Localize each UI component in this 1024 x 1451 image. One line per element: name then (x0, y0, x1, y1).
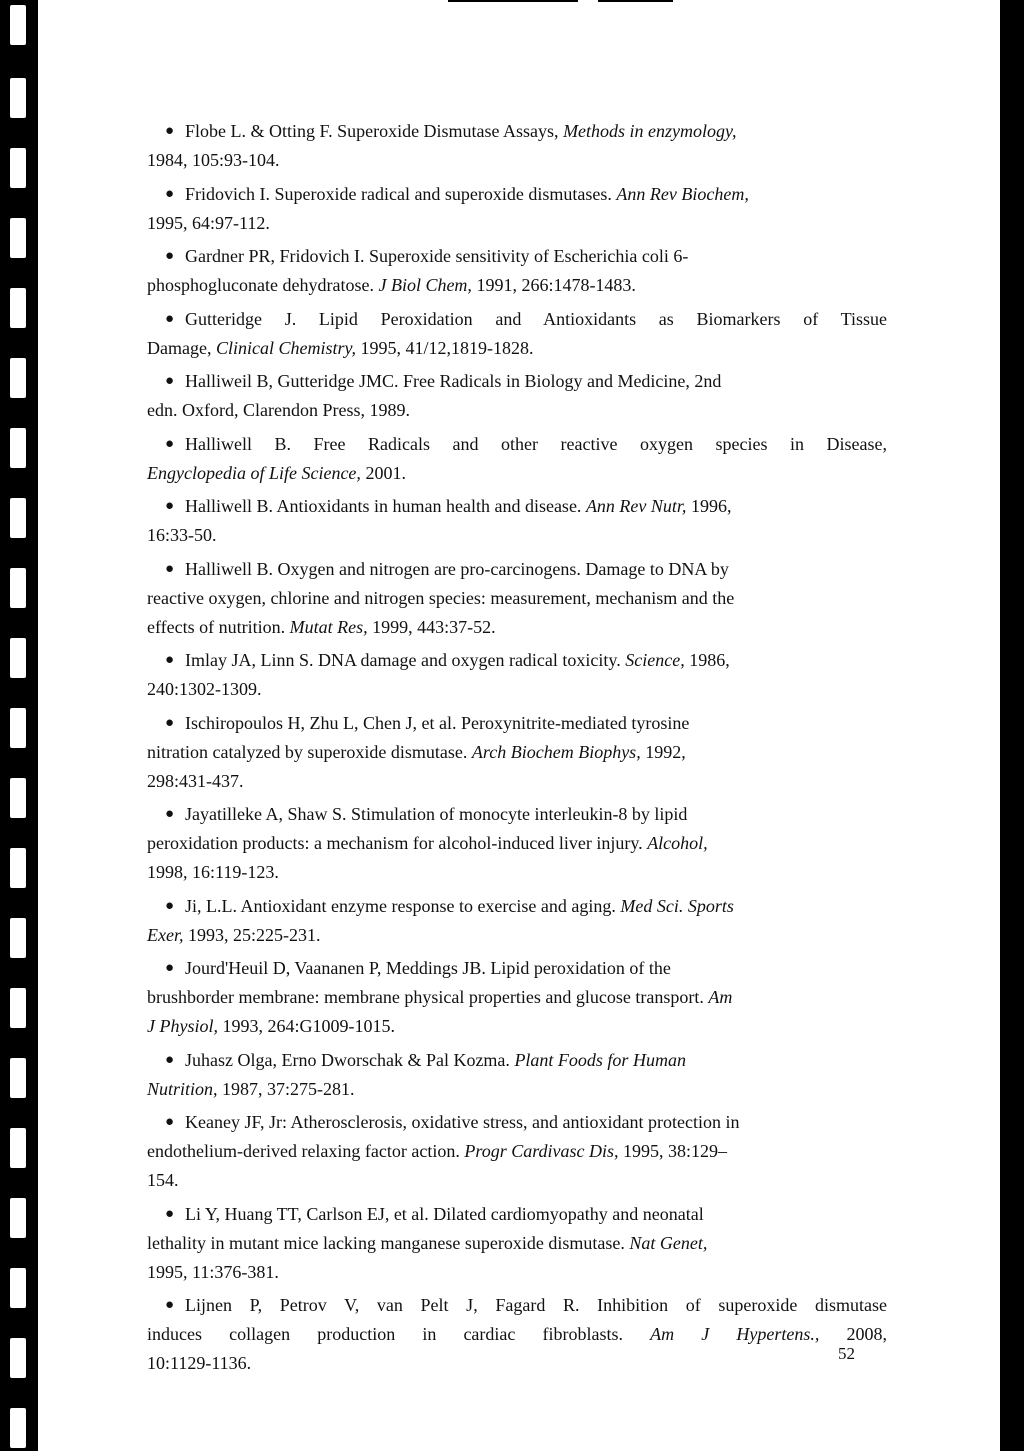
reference-text: 1996, (686, 496, 732, 516)
reference-text: 2008, (819, 1324, 888, 1344)
reference-text: 16:33-50. (147, 525, 217, 545)
reference-text: Halliwell B. Antioxidants in human health and disease. (185, 496, 586, 516)
reference-text: peroxidation products: a mechanism for alcohol-induced liver injury. (147, 833, 648, 853)
reference-text: reactive oxygen, chlorine and nitrogen species: measurement, mechanism and the (147, 587, 735, 608)
reference-text: 1995, 41/12,1819-1828. (355, 337, 534, 358)
film-hole (10, 1268, 26, 1308)
reference-list (147, 117, 887, 1383)
reference-text: Halliwell B. Oxygen and nitrogen are pro-carcinogens. Damage to DNA by (185, 558, 729, 579)
reference-text: Ji, L.L. Antioxidant enzyme response to exercise and aging. (185, 895, 621, 916)
reference-text: Gardner PR, Fridovich I. Superoxide sensitivity of Escherichia coli 6- (185, 246, 689, 266)
reference-journal: Ann Rev Biochem, (616, 183, 749, 204)
film-hole (10, 1128, 26, 1168)
film-hole (10, 5, 26, 45)
film-hole (10, 1338, 26, 1378)
reference-journal: Alcohol, (647, 833, 708, 853)
film-hole (10, 498, 26, 538)
reference-journal: Plant Foods for Human (514, 1049, 686, 1070)
bullet-icon: ● (165, 1297, 175, 1313)
reference-text: Ischiropoulos H, Zhu L, Chen J, et al. Peroxynitrite-mediated tyrosine (185, 712, 690, 733)
reference-text: 240:1302-1309. (147, 679, 262, 699)
reference-journal: J Physiol, (147, 1016, 218, 1036)
reference-text: 1995, 38:129– (618, 1141, 728, 1161)
bullet-icon: ● (165, 714, 175, 731)
reference-journal: J Biol Chem, (378, 275, 472, 295)
reference-text: Imlay JA, Linn S. DNA damage and oxygen radical toxicity. (185, 650, 626, 670)
reference-text: 154. (147, 1170, 179, 1190)
bullet-icon: ● (165, 1205, 175, 1222)
reference-text: 1993, 25:225-231. (183, 924, 321, 945)
reference-text: nitration catalyzed by superoxide dismutase. (147, 741, 472, 762)
reference-item (147, 954, 887, 1041)
reference-text: 1998, 16:119-123. (147, 862, 279, 882)
film-hole (10, 78, 26, 118)
bullet-icon: ● (165, 185, 175, 202)
reference-item (147, 892, 887, 950)
reference-text: 1995, 64:97-112. (147, 212, 270, 233)
reference-journal: Nat Genet, (629, 1232, 708, 1253)
reference-item (147, 1291, 887, 1378)
film-hole (10, 778, 26, 818)
reference-item (147, 305, 887, 363)
reference-journal: Progr Cardivasc Dis, (464, 1141, 619, 1161)
reference-text: 10:1129-1136. (147, 1353, 252, 1373)
reference-text: 1999, 443:37-52. (367, 616, 496, 637)
film-hole (10, 988, 26, 1028)
reference-journal: Am J Hypertens., (650, 1324, 820, 1344)
reference-text: Fridovich I. Superoxide radical and superoxide dismutases. (185, 183, 617, 204)
reference-text: Gutteridge J. Lipid Peroxidation and Antioxidants as Biomarkers of Tissue (185, 308, 887, 329)
reference-journal: Clinical Chemistry, (215, 337, 356, 358)
film-hole (10, 708, 26, 748)
reference-journal: Nutrition, (147, 1078, 218, 1099)
film-edge-left (10, 0, 28, 1451)
reference-text: Li Y, Huang TT, Carlson EJ, et al. Dilated cardiomyopathy and neonatal (185, 1203, 704, 1224)
reference-journal: Arch Biochem Biophys, (471, 741, 641, 762)
reference-text: 1987, 37:275-281. (217, 1078, 355, 1099)
reference-text: 1995, 11:376-381. (147, 1261, 279, 1282)
reference-journal: Mutat Res, (289, 616, 368, 637)
reference-text: phosphogluconate dehydratose. (147, 275, 379, 295)
reference-item (147, 117, 887, 175)
reference-journal: Med Sci. Sports (620, 895, 734, 916)
bullet-icon: ● (165, 498, 175, 514)
reference-item (147, 800, 887, 887)
scan-mark (598, 0, 673, 2)
reference-item (147, 242, 887, 300)
reference-item (147, 430, 887, 488)
scan-top-marks (448, 0, 678, 2)
film-hole (10, 288, 26, 328)
bullet-icon: ● (165, 373, 175, 389)
reference-item (147, 709, 887, 796)
reference-item (147, 646, 887, 704)
reference-text: lethality in mutant mice lacking manganese superoxide dismutase. (147, 1232, 630, 1253)
film-hole (10, 1408, 26, 1448)
reference-journal: Methods in enzymology, (563, 121, 737, 141)
film-hole (10, 638, 26, 678)
reference-text: 1991, 266:1478-1483. (471, 275, 636, 295)
reference-text: 298:431-437. (147, 770, 244, 791)
film-hole (10, 148, 26, 188)
reference-journal: Science, (625, 650, 685, 670)
reference-text: Damage, (147, 337, 216, 358)
reference-text: Halliweil B, Gutteridge JMC. Free Radicals in Biology and Medicine, 2nd (185, 371, 722, 391)
reference-text: 1986, (684, 650, 730, 670)
scan-mark (448, 0, 578, 2)
film-hole (10, 428, 26, 468)
film-hole (10, 918, 26, 958)
bullet-icon: ● (165, 960, 175, 976)
reference-text: 1993, 264:G1009-1015. (217, 1016, 395, 1036)
film-hole (10, 848, 26, 888)
film-hole (10, 1058, 26, 1098)
reference-journal: Engyclopedia of Life Science, (147, 462, 361, 483)
bullet-icon: ● (165, 560, 175, 577)
bullet-icon: ● (165, 1114, 175, 1130)
reference-journal: Exer, (147, 924, 184, 945)
bullet-icon: ● (165, 310, 175, 327)
reference-text: 2001. (360, 462, 406, 483)
reference-text: Halliwell B. Free Radicals and other reactive oxygen species in Disease, (185, 433, 887, 454)
reference-journal: Ann Rev Nutr, (585, 496, 687, 516)
reference-text: effects of nutrition. (147, 616, 290, 637)
bullet-icon: ● (165, 806, 175, 822)
bullet-icon: ● (165, 435, 175, 452)
reference-text: Jayatilleke A, Shaw S. Stimulation of monocyte interleukin-8 by lipid (185, 804, 688, 824)
reference-journal: Am (708, 987, 733, 1007)
reference-text: Juhasz Olga, Erno Dworschak & Pal Kozma. (185, 1049, 515, 1070)
reference-text: Jourd'Heuil D, Vaananen P, Meddings JB. Lipid peroxidation of the (185, 958, 671, 978)
reference-item (147, 180, 887, 238)
reference-text: Lijnen P, Petrov V, van Pelt J, Fagard R. Inhibition of superoxide dismutase (185, 1295, 887, 1315)
film-hole (10, 568, 26, 608)
reference-text: 1984, 105:93-104. (147, 150, 280, 170)
bullet-icon: ● (165, 897, 175, 914)
film-hole (10, 1198, 26, 1238)
bullet-icon: ● (165, 123, 175, 139)
reference-text: edn. Oxford, Clarendon Press, 1989. (147, 400, 410, 420)
bullet-icon: ● (165, 652, 175, 668)
reference-item (147, 1046, 887, 1104)
reference-text: Flobe L. & Otting F. Superoxide Dismutase Assays, (185, 121, 564, 141)
reference-text: induces collagen production in cardiac fibroblasts. (147, 1324, 651, 1344)
bullet-icon: ● (165, 1051, 175, 1068)
reference-item (147, 1108, 887, 1195)
reference-item (147, 1200, 887, 1287)
reference-text: 1992, (640, 741, 686, 762)
reference-text: brushborder membrane: membrane physical properties and glucose transport. (147, 987, 709, 1007)
bullet-icon: ● (165, 248, 175, 264)
film-hole (10, 218, 26, 258)
reference-item (147, 367, 887, 425)
page-number: 52 (838, 1344, 855, 1363)
reference-item (147, 492, 887, 550)
film-hole (10, 358, 26, 398)
reference-text: Keaney JF, Jr: Atherosclerosis, oxidative stress, and antioxidant protection in (185, 1112, 740, 1132)
reference-item (147, 555, 887, 642)
reference-text: endothelium-derived relaxing factor action. (147, 1141, 465, 1161)
